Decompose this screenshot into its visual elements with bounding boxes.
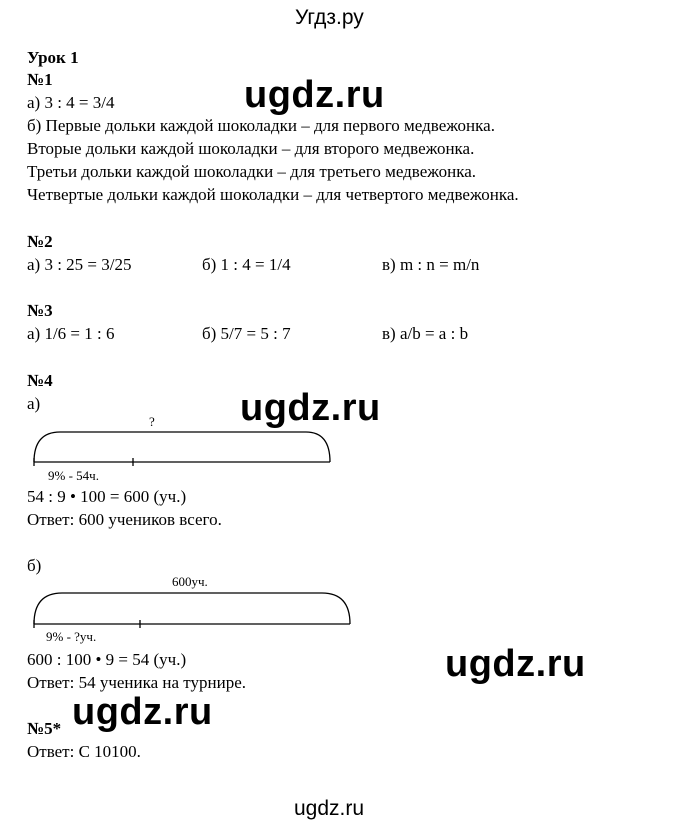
task5-answer: Ответ: С 10100. — [27, 742, 141, 761]
task4b-label: б) — [27, 556, 42, 575]
task1-part-b-line: б) Первые дольки каждой шоколадки – для первого медвежонка. — [27, 116, 495, 135]
watermark: ugdz.ru — [72, 691, 213, 733]
task4a-answer: Ответ: 600 учеников всего. — [27, 510, 222, 529]
diagram-a-total-label: ? — [149, 414, 155, 429]
task2-part-a: а) 3 : 25 = 3/25 — [27, 255, 132, 274]
task1-number: №1 — [27, 70, 53, 89]
task1-part-b-line: Вторые дольки каждой шоколадки – для второго медвежонка. — [27, 139, 475, 158]
diagram-a-part-label: 9% - 54ч. — [48, 468, 99, 483]
diagram-b-total-label: 600уч. — [172, 574, 208, 589]
task3-part-a: а) 1/6 = 1 : 6 — [27, 324, 115, 343]
task1-part-b-line: Четвертые дольки каждой шоколадки – для четвертого медвежонка. — [27, 185, 519, 204]
task2-number: №2 — [27, 232, 53, 251]
watermark: ugdz.ru — [244, 74, 385, 116]
task4b-calculation: 600 : 100 • 9 = 54 (уч.) — [27, 650, 187, 669]
task2-part-c: в) m : n = m/n — [382, 255, 480, 274]
task3-number: №3 — [27, 301, 53, 320]
task4a-label: а) — [27, 394, 41, 413]
watermark: ugdz.ru — [240, 387, 381, 429]
watermark: ugdz.ru — [445, 643, 586, 685]
task4b-answer: Ответ: 54 ученика на турнире. — [27, 673, 247, 692]
diagram-b-part-label: 9% - ?уч. — [46, 629, 97, 644]
task4a-calculation: 54 : 9 • 100 = 600 (уч.) — [27, 487, 187, 506]
task3-part-b: б) 5/7 = 5 : 7 — [202, 324, 291, 343]
task1-part-a: а) 3 : 4 = 3/4 — [27, 93, 115, 112]
task3-part-c: в) a/b = a : b — [382, 324, 469, 343]
task1-part-b-line: Третьи дольки каждой шоколадки – для третьего медвежонка. — [27, 162, 476, 181]
lesson-title: Урок 1 — [27, 48, 79, 67]
site-header: Угдз.ру — [295, 6, 364, 29]
task2-part-b: б) 1 : 4 = 1/4 — [202, 255, 291, 274]
task4-number: №4 — [27, 371, 53, 390]
task5-number: №5* — [27, 719, 62, 738]
footer-watermark: ugdz.ru — [294, 797, 365, 820]
